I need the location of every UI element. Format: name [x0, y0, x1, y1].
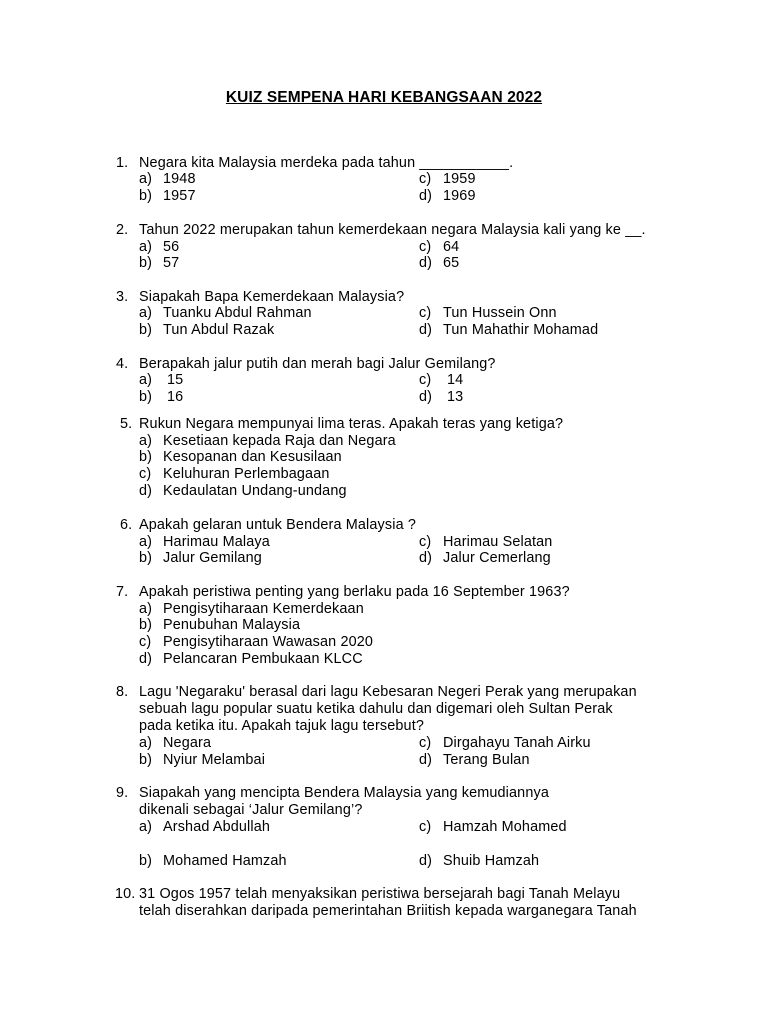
option-label: d): [419, 255, 433, 271]
option-text: 56: [163, 239, 180, 255]
question-text: Rukun Negara mempunyai lima teras. Apakah teras yang ketiga?: [139, 416, 564, 432]
option-text: Hamzah Mohamed: [443, 819, 567, 835]
question-number: 9.: [116, 785, 129, 801]
option-label: c): [419, 171, 432, 187]
option-text: Pelancaran Pembukaan KLCC: [163, 651, 363, 667]
question-number: 10.: [115, 886, 136, 902]
option-label: d): [419, 322, 433, 338]
option-label: b): [139, 752, 153, 768]
option-text: Terang Bulan: [443, 752, 530, 768]
option-label: a): [139, 239, 153, 255]
question-number: 2.: [116, 222, 129, 238]
option-label: c): [419, 534, 432, 550]
option-text: Nyiur Melambai: [163, 752, 266, 768]
option-label: b): [139, 853, 153, 869]
option-text: 15: [167, 372, 184, 388]
option-text: Tun Abdul Razak: [163, 322, 275, 338]
option-label: d): [419, 188, 433, 204]
option-label: d): [419, 752, 433, 768]
option-text: 65: [443, 255, 460, 271]
option-text: Harimau Selatan: [443, 534, 553, 550]
option-label: c): [419, 819, 432, 835]
question-number: 5.: [120, 416, 133, 432]
option-text: 14: [447, 372, 464, 388]
option-label: d): [419, 550, 433, 566]
option-text: 16: [167, 389, 184, 405]
option-label: c): [139, 466, 152, 482]
question-number: 7.: [116, 584, 129, 600]
option-label: c): [139, 634, 152, 650]
question-text: Siapakah Bapa Kemerdekaan Malaysia?: [139, 289, 405, 305]
question-text: Lagu 'Negaraku' berasal dari lagu Kebesaran Negeri Perak yang merupakan: [139, 684, 637, 700]
option-text: Tun Mahathir Mohamad: [443, 322, 599, 338]
option-label: a): [139, 433, 153, 449]
option-label: d): [419, 853, 433, 869]
option-text: 1957: [163, 188, 196, 204]
question-text: Apakah gelaran untuk Bendera Malaysia ?: [139, 517, 417, 533]
option-label: a): [139, 819, 153, 835]
question-number: 8.: [116, 684, 129, 700]
option-label: c): [419, 735, 432, 751]
option-text: Arshad Abdullah: [163, 819, 271, 835]
question-text: telah diserahkan daripada pemerintahan Briitish kepada warganegara Tanah: [139, 903, 637, 919]
option-text: Penubuhan Malaysia: [163, 617, 301, 633]
option-text: 57: [163, 255, 180, 271]
option-text: Jalur Cemerlang: [443, 550, 551, 566]
question-number: 6.: [120, 517, 133, 533]
question-number: 3.: [116, 289, 129, 305]
question-text: pada ketika itu. Apakah tajuk lagu tersebut?: [139, 718, 425, 734]
option-label: a): [139, 372, 153, 388]
option-text: 64: [443, 239, 460, 255]
option-text: Harimau Malaya: [163, 534, 270, 550]
option-label: a): [139, 534, 153, 550]
option-text: 1959: [443, 171, 476, 187]
option-text: Keluhuran Perlembagaan: [163, 466, 330, 482]
option-text: 1969: [443, 188, 476, 204]
option-text: Dirgahayu Tanah Airku: [443, 735, 591, 751]
question-text: Berapakah jalur putih dan merah bagi Jalur Gemilang?: [139, 356, 496, 372]
option-text: Negara: [163, 735, 212, 751]
option-text: Kesetiaan kepada Raja dan Negara: [163, 433, 396, 449]
option-label: b): [139, 255, 153, 271]
option-label: d): [139, 483, 153, 499]
option-text: 1948: [163, 171, 196, 187]
option-label: a): [139, 305, 153, 321]
option-text: Pengisytiharaan Kemerdekaan: [163, 601, 364, 617]
option-text: Shuib Hamzah: [443, 853, 540, 869]
option-label: d): [419, 389, 433, 405]
option-label: a): [139, 735, 153, 751]
option-label: c): [419, 305, 432, 321]
question-number: 1.: [116, 155, 129, 171]
option-text: Kedaulatan Undang-undang: [163, 483, 347, 499]
option-text: Kesopanan dan Kesusilaan: [163, 449, 342, 465]
question-text: dikenali sebagai ‘Jalur Gemilang’?: [139, 802, 363, 818]
option-text: Tuanku Abdul Rahman: [163, 305, 312, 321]
option-text: Jalur Gemilang: [163, 550, 262, 566]
option-text: 13: [447, 389, 464, 405]
option-label: c): [419, 372, 432, 388]
question-text: Negara kita Malaysia merdeka pada tahun ___________.: [139, 155, 514, 171]
option-label: c): [419, 239, 432, 255]
option-label: d): [139, 651, 153, 667]
option-label: b): [139, 389, 153, 405]
page-title: KUIZ SEMPENA HARI KEBANGSAAN 2022: [225, 89, 543, 106]
option-text: Pengisytiharaan Wawasan 2020: [163, 634, 374, 650]
option-label: a): [139, 601, 153, 617]
question-text: Apakah peristiwa penting yang berlaku pada 16 September 1963?: [139, 584, 570, 600]
option-label: b): [139, 188, 153, 204]
question-text: Siapakah yang mencipta Bendera Malaysia yang kemudiannya: [139, 785, 549, 801]
option-label: a): [139, 171, 153, 187]
option-label: b): [139, 617, 153, 633]
option-label: b): [139, 449, 153, 465]
option-text: Mohamed Hamzah: [163, 853, 287, 869]
question-text: Tahun 2022 merupakan tahun kemerdekaan negara Malaysia kali yang ke __.: [139, 222, 646, 238]
option-label: b): [139, 550, 153, 566]
option-label: b): [139, 322, 153, 338]
question-text: sebuah lagu popular suatu ketika dahulu dan digemari oleh Sultan Perak: [139, 701, 613, 717]
question-number: 4.: [116, 356, 129, 372]
question-text: 31 Ogos 1957 telah menyaksikan peristiwa bersejarah bagi Tanah Melayu: [139, 886, 621, 902]
option-text: Tun Hussein Onn: [443, 305, 557, 321]
